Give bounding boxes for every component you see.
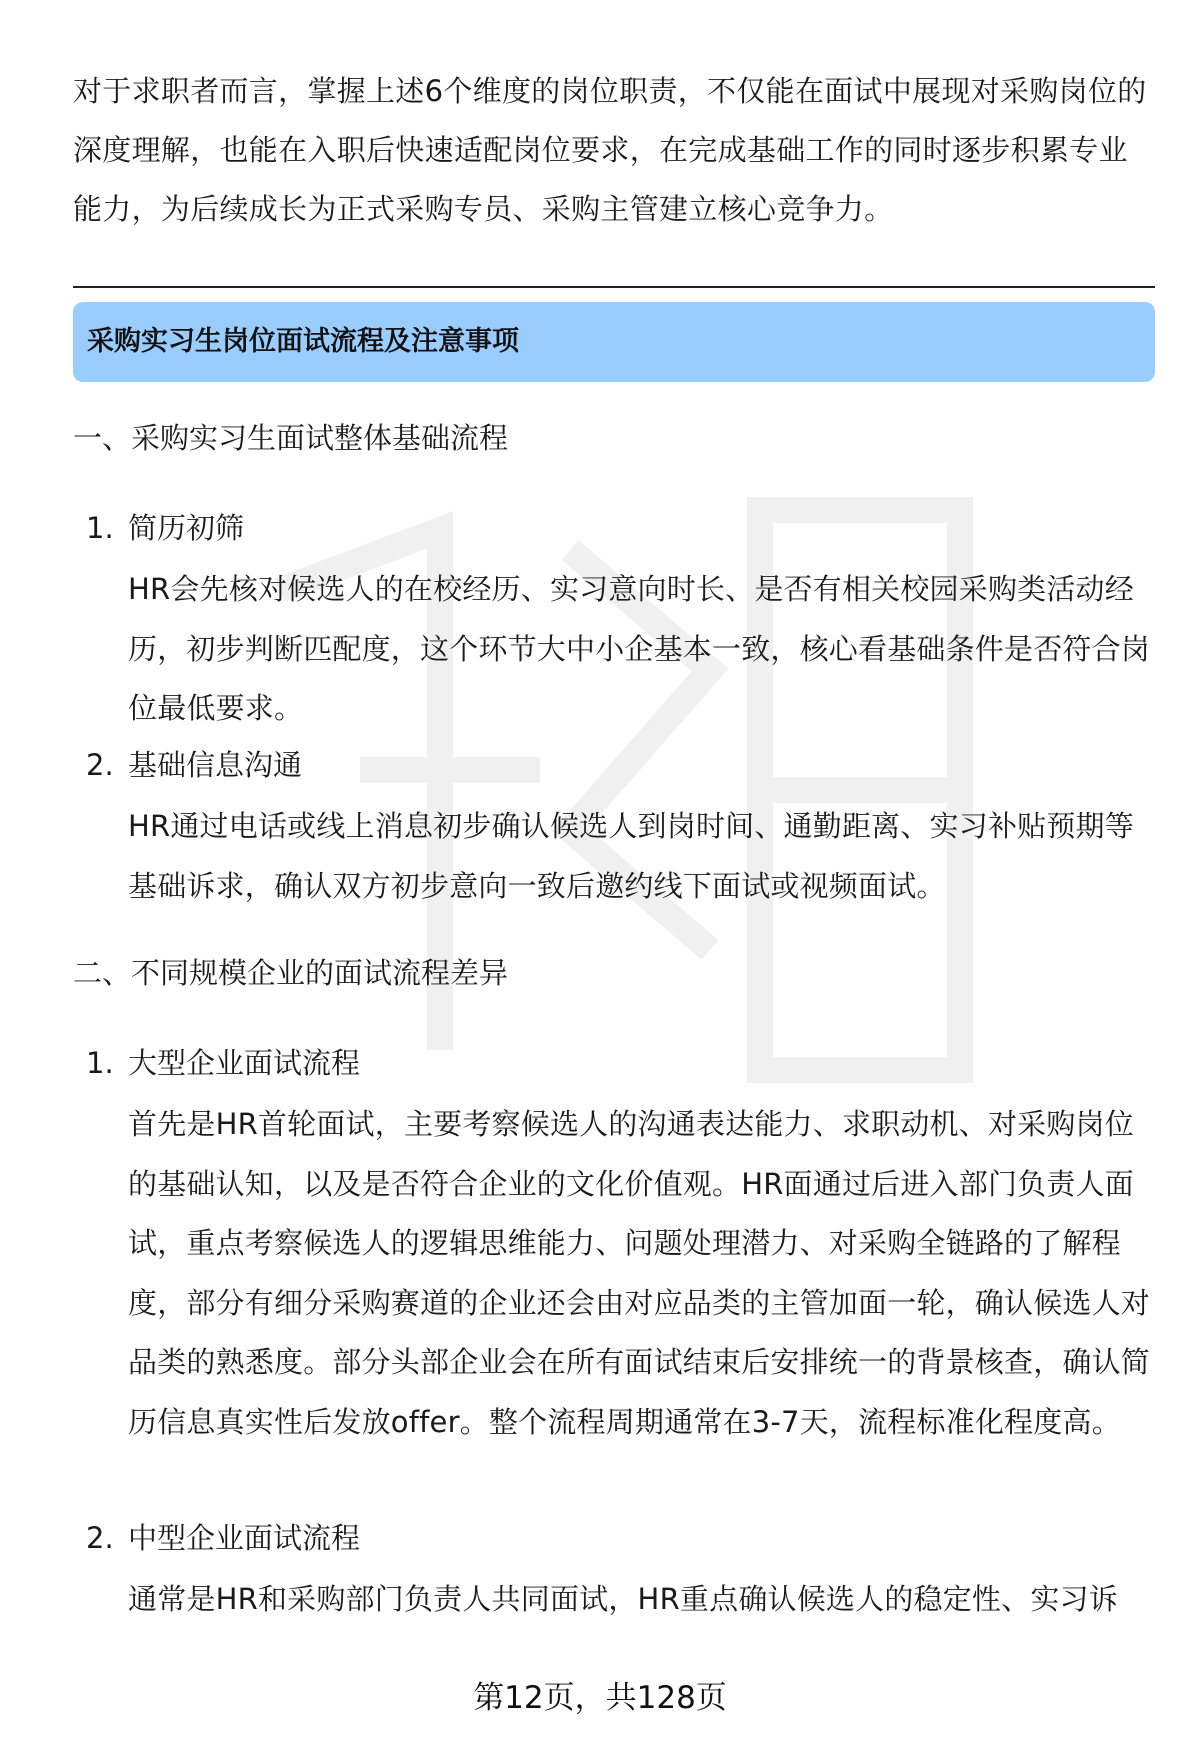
list-item-title: 大型企业面试流程: [128, 1046, 361, 1080]
list-item-number: 1.: [86, 511, 114, 545]
list-item-body: HR通过电话或线上消息初步确认候选人到岗时间、通勤距离、实习补贴预期等基础诉求，确认双方初步意向一致后邀约线下面试或视频面试。: [128, 809, 1134, 903]
page-number: 第12页，共128页: [473, 1680, 727, 1716]
list-item-title: 中型企业面试流程: [128, 1521, 361, 1555]
banner-title: 采购实习生岗位面试流程及注意事项: [87, 326, 519, 357]
list-item-number: 2.: [86, 1521, 114, 1555]
section-heading-2: 二、不同规模企业的面试流程差异: [73, 956, 509, 990]
list-item-body: 通常是HR和采购部门负责人共同面试，HR重点确认候选人的稳定性、实习诉: [128, 1582, 1118, 1616]
list-item-title: 简历初筛: [128, 511, 245, 545]
list-item-body: 首先是HR首轮面试，主要考察候选人的沟通表达能力、求职动机、对采购岗位的基础认知，以及是否符合企业的文化价值观。HR面通过后进入部门负责人面试，重点考察候选人的逻辑思维能力、问题处理潜力、对采购全链路的了解程度，部分有细分采购赛道的企业还会由对应品类的主管加面一轮，确认候选人对品类的熟悉度。部分头部企业会在所有面试结束后安排统一的背景核查，确认简历信息真实性后发放offer。整个流程周期通常在3-7天，流程标准化程度高。: [128, 1107, 1151, 1439]
list-item-body: HR会先核对候选人的在校经历、实习意向时长、是否有相关校园采购类活动经历，初步判断匹配度，这个环节大中小企基本一致，核心看基础条件是否符合岗位最低要求。: [128, 572, 1151, 725]
section-divider: [73, 286, 1155, 288]
intro-paragraph: 对于求职者而言，掌握上述6个维度的岗位职责，不仅能在面试中展现对采购岗位的深度理解，也能在入职后快速适配岗位要求，在完成基础工作的同时逐步积累专业能力，为后续成长为正式采购专员、采购主管建立核心竞争力。: [73, 74, 1147, 226]
section-banner: [73, 302, 1155, 382]
list-item-title: 基础信息沟通: [128, 748, 303, 782]
list-item-number: 2.: [86, 748, 114, 782]
list-item-number: 1.: [86, 1046, 114, 1080]
section-heading-1: 一、采购实习生面试整体基础流程: [73, 421, 509, 455]
